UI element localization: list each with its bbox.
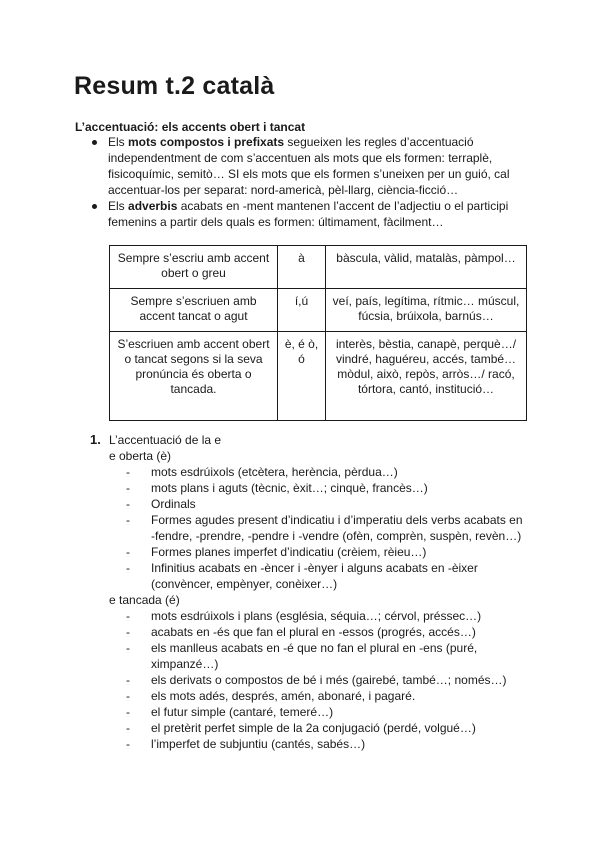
dash-icon: -	[126, 673, 130, 687]
list-item-text: el futur simple (cantaré, temeré…)	[151, 705, 334, 719]
list-item-text: acabats en -és que fan el plural en -essos (progrés, accés…)	[151, 625, 476, 639]
bullet-text-pre: Els	[108, 135, 129, 149]
dash-icon: -	[126, 721, 130, 735]
list-item-text: els mots adés, després, amén, abonaré, i pagaré.	[151, 689, 416, 703]
vowels-cell: è, é ò, ó	[278, 332, 326, 421]
dash-icon: -	[126, 737, 130, 751]
examples-cell: veí, país, legítima, rítmic… múscul, fúcsia, brúixola, barnús…	[326, 289, 527, 332]
list-item	[126, 640, 526, 672]
closed-e-list	[126, 608, 526, 752]
bullet-text-bold: adverbis	[128, 199, 178, 213]
bullet-text-post: acabats en -ment mantenen l’accent de l’adjectiu o el participi femenins a partir dels quals es formen: últimament, fàcilment…	[108, 199, 509, 229]
bullet-text-bold: mots compostos i prefixats	[128, 135, 285, 149]
table-row	[110, 289, 527, 332]
dash-icon: -	[126, 481, 130, 495]
accent-rules-table	[109, 245, 527, 421]
bullet-list	[75, 134, 535, 230]
list-item-text: els derivats o compostos de bé i més (gairebé, també…; només…)	[151, 673, 507, 687]
vowels-cell: à	[278, 246, 326, 289]
list-item	[126, 496, 526, 512]
rule-cell: Sempre s’escriu amb accent obert o greu	[110, 246, 278, 289]
bullet-icon	[92, 204, 97, 209]
table-row	[110, 332, 527, 421]
rule-cell: Sempre s’escriuen amb accent tancat o agut	[110, 289, 278, 332]
bullet-item	[75, 198, 535, 230]
list-item	[126, 688, 526, 704]
bullet-item	[75, 134, 535, 198]
section-heading: L’accentuació: els accents obert i tancat	[75, 120, 306, 134]
dash-icon: -	[126, 625, 130, 639]
list-item	[126, 672, 526, 688]
list-item	[126, 736, 526, 752]
dash-icon: -	[126, 689, 130, 703]
dash-icon: -	[126, 705, 130, 719]
dash-icon: -	[126, 641, 130, 655]
list-item	[126, 544, 526, 560]
list-item-text: Formes planes imperfet d’indicatiu (crèiem, rèieu…)	[151, 545, 427, 559]
rule-cell: S’escriuen amb accent obert o tancat segons si la seva pronúncia és oberta o tancada.	[110, 332, 278, 421]
list-item	[126, 560, 526, 592]
table-row	[110, 246, 527, 289]
numbered-title: L’accentuació de la e	[109, 433, 222, 447]
examples-cell: bàscula, vàlid, matalàs, pàmpol…	[326, 246, 527, 289]
list-item-text: els manlleus acabats en -é que no fan el plural en -ens (puré, ximpanzé…)	[151, 641, 478, 671]
bullet-icon	[92, 140, 97, 145]
list-item-text: l’imperfet de subjuntiu (cantés, sabés…)	[151, 737, 366, 751]
bullet-text-pre: Els	[108, 199, 129, 213]
list-item	[126, 704, 526, 720]
list-item	[126, 720, 526, 736]
closed-e-label: e tancada (é)	[109, 593, 180, 607]
list-item-text: mots esdrúixols i plans (església, séquia…; cérvol, préssec…)	[151, 609, 482, 623]
bullet-text-post: segueixen les regles d’accentuació independentment de com s’accentuen als mots que els formen: terraplè, fisicoquímic, semitò… SI els mots que els formen s’uneixen per un guió, cal accentuar-los per separat: nord-americà, pèl-llarg, ciència-ficció…	[108, 135, 510, 197]
list-item	[126, 608, 526, 624]
list-item	[126, 464, 526, 480]
vowels-cell: í,ú	[278, 289, 326, 332]
examples-cell: interès, bèstia, canapè, perquè…/ vindré, haguéreu, accés, també… mòdul, això, repòs, arròs…/ racó, tórtora, cantó, institució…	[326, 332, 527, 421]
dash-icon: -	[126, 465, 130, 479]
dash-icon: -	[126, 513, 130, 527]
dash-icon: -	[126, 497, 130, 511]
list-item-text: mots plans i aguts (tècnic, èxit…; cinquè, francès…)	[151, 481, 428, 495]
list-item	[126, 480, 526, 496]
list-item-text: Ordinals	[151, 497, 196, 511]
list-item-text: el pretèrit perfet simple de la 2a conjugació (perdé, volgué…)	[151, 721, 476, 735]
list-item-text: mots esdrúixols (etcètera, herència, pèrdua…)	[151, 465, 398, 479]
list-item-text: Infinitius acabats en -èncer i -ènyer i alguns acabats en -èixer (convèncer, empènyer, conèixer…)	[151, 561, 478, 591]
open-e-label: e oberta (è)	[109, 449, 172, 463]
list-item-text: Formes agudes present d’indicatiu i d’imperatiu dels verbs acabats en -fendre, -prendre, -pendre i -vendre (ofèn, comprèn, suspèn, revèn…)	[151, 513, 523, 543]
list-item	[126, 624, 526, 640]
list-item	[126, 512, 526, 544]
list-number: 1.	[90, 432, 101, 447]
dash-icon: -	[126, 545, 130, 559]
dash-icon: -	[126, 561, 130, 575]
dash-icon: -	[126, 609, 130, 623]
open-e-list	[126, 464, 526, 592]
document-title: Resum t.2 català	[74, 72, 275, 100]
